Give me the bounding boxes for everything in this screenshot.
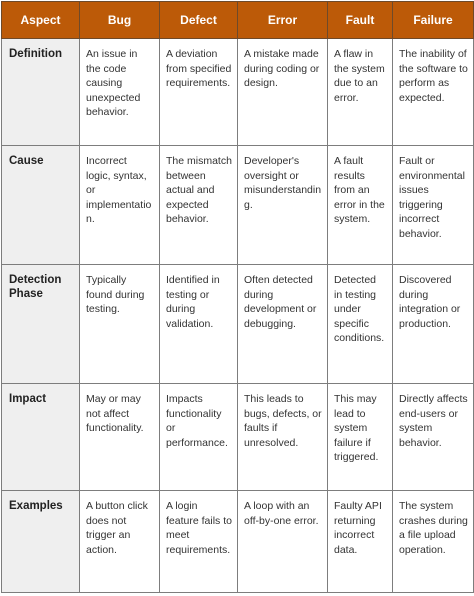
cell-bug: Incorrect logic, syntax, or implementation. [80,146,160,265]
cell-error: Often detected during development or debugging. [238,265,328,384]
cell-error: A loop with an off-by-one error. [238,491,328,593]
row-label: Detection Phase [2,265,80,384]
cell-fault: This may lead to system failure if triggered. [328,384,393,491]
header-bug: Bug [80,2,160,39]
row-examples [2,491,474,593]
header-fault: Fault [328,2,393,39]
cell-error: Developer's oversight or misunderstanding. [238,146,328,265]
row-impact [2,384,474,491]
header-error: Error [238,2,328,39]
cell-fault: Faulty API returning incorrect data. [328,491,393,593]
cell-error: A mistake made during coding or design. [238,39,328,146]
cell-bug: A button click does not trigger an action. [80,491,160,593]
header-aspect: Aspect [2,2,80,39]
header-defect: Defect [160,2,238,39]
cell-error: This leads to bugs, defects, or faults if unresolved. [238,384,328,491]
row-cause [2,146,474,265]
row-label: Examples [2,491,80,593]
row-label: Cause [2,146,80,265]
header-failure: Failure [393,2,474,39]
cell-defect: Identified in testing or during validation. [160,265,238,384]
cell-bug: May or may not affect functionality. [80,384,160,491]
cell-fault: A fault results from an error in the system. [328,146,393,265]
cell-defect: Impacts functionality or performance. [160,384,238,491]
header-row [2,2,474,39]
cell-failure: The inability of the software to perform as expected. [393,39,474,146]
cell-defect: A login feature fails to meet requirements. [160,491,238,593]
cell-defect: The mismatch between actual and expected behavior. [160,146,238,265]
row-detection-phase [2,265,474,384]
cell-fault: Detected in testing under specific conditions. [328,265,393,384]
cell-defect: A deviation from specified requirements. [160,39,238,146]
cell-failure: The system crashes during a file upload operation. [393,491,474,593]
cell-bug: An issue in the code causing unexpected behavior. [80,39,160,146]
cell-failure: Discovered during integration or production. [393,265,474,384]
cell-bug: Typically found during testing. [80,265,160,384]
row-definition [2,39,474,146]
cell-failure: Fault or environmental issues triggering incorrect behavior. [393,146,474,265]
row-label: Definition [2,39,80,146]
cell-fault: A flaw in the system due to an error. [328,39,393,146]
cell-failure: Directly affects end-users or system behavior. [393,384,474,491]
row-label: Impact [2,384,80,491]
comparison-table [1,1,474,593]
